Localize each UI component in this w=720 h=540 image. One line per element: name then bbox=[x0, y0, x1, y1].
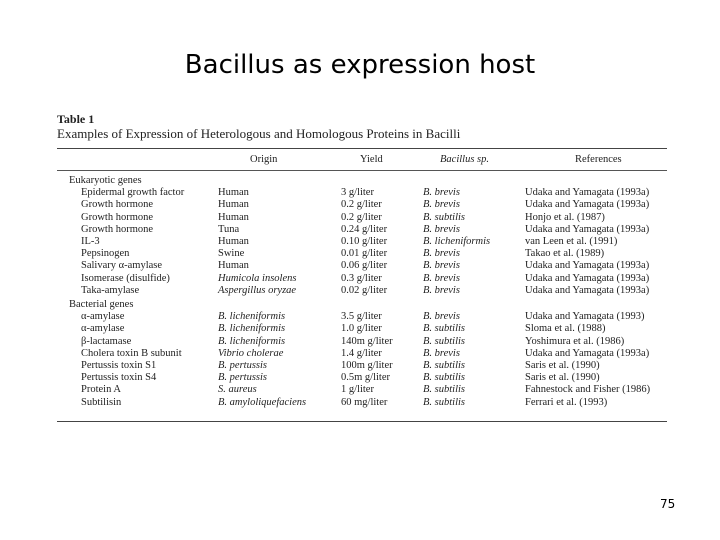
cell-origin: B. amyloliquefaciens bbox=[218, 396, 307, 408]
cell-reference: Udaka and Yamagata (1993a) bbox=[525, 347, 650, 359]
cell-gene: Epidermal growth factor bbox=[81, 187, 185, 199]
cell-species: B. subtilis bbox=[423, 335, 466, 347]
cell-origin: Vibrio cholerae bbox=[218, 347, 284, 359]
cell-reference: Saris et al. (1990) bbox=[525, 372, 600, 384]
cell-origin: B. licheniformis bbox=[218, 335, 286, 347]
cell-yield: 0.5m g/liter bbox=[341, 372, 390, 384]
cell-reference: Udaka and Yamagata (1993a) bbox=[525, 284, 650, 296]
cell-reference: Udaka and Yamagata (1993a) bbox=[525, 260, 650, 272]
cell-yield: 0.02 g/liter bbox=[341, 284, 388, 296]
cell-yield: 0.10 g/liter bbox=[341, 236, 388, 247]
cell-gene: Pertussis toxin S4 bbox=[81, 372, 157, 384]
cell-reference: Fahnestock and Fisher (1986) bbox=[525, 384, 651, 396]
cell-reference: Udaka and Yamagata (1993a) bbox=[525, 223, 650, 235]
cell-yield: 3 g/liter bbox=[341, 187, 374, 199]
cell-reference: Yoshimura et al. (1986) bbox=[525, 335, 625, 347]
cell-origin: Swine bbox=[218, 248, 245, 260]
cell-gene: α-amylase bbox=[81, 323, 125, 335]
cell-species: B. licheniformis bbox=[423, 236, 491, 247]
cell-yield: 0.24 g/liter bbox=[341, 223, 388, 235]
cell-yield: 1.4 g/liter bbox=[341, 347, 382, 359]
slide-title: Bacillus as expression host bbox=[184, 50, 536, 80]
cell-origin: S. aureus bbox=[218, 384, 257, 396]
column-header-references: References bbox=[575, 154, 622, 165]
cell-gene: Isomerase (disulfide) bbox=[81, 272, 170, 284]
cell-reference: Ferrari et al. (1993) bbox=[525, 396, 608, 408]
table-label: Table 1 bbox=[57, 112, 95, 126]
column-header-origin: Origin bbox=[250, 154, 278, 165]
cell-gene: Growth hormone bbox=[81, 211, 154, 223]
cell-origin: Tuna bbox=[218, 223, 240, 235]
cell-yield: 3.5 g/liter bbox=[341, 311, 382, 323]
expression-table bbox=[57, 148, 667, 422]
cell-species: B. brevis bbox=[423, 248, 460, 260]
cell-yield: 100m g/liter bbox=[341, 360, 393, 371]
cell-origin: Human bbox=[218, 211, 249, 223]
cell-origin: B. licheniformis bbox=[218, 311, 286, 323]
cell-species: B. subtilis bbox=[423, 323, 466, 335]
page-number: 75 bbox=[660, 497, 676, 511]
cell-gene: Protein A bbox=[81, 384, 121, 396]
cell-gene: Growth hormone bbox=[81, 199, 154, 211]
cell-species: B. brevis bbox=[423, 187, 460, 199]
cell-yield: 140m g/liter bbox=[341, 335, 393, 347]
cell-gene: α-amylase bbox=[81, 311, 125, 323]
column-header-species: Bacillus sp. bbox=[440, 154, 489, 165]
cell-origin: Humicola insolens bbox=[218, 272, 297, 284]
header-rule bbox=[57, 170, 667, 171]
cell-reference: Sloma et al. (1988) bbox=[525, 323, 606, 335]
cell-reference: Saris et al. (1990) bbox=[525, 360, 600, 371]
cell-origin: Human bbox=[218, 236, 249, 247]
cell-species: B. subtilis bbox=[423, 384, 466, 396]
cell-gene: Salivary α-amylase bbox=[81, 260, 163, 272]
cell-species: B. subtilis bbox=[423, 211, 466, 223]
group-heading: Bacterial genes bbox=[69, 299, 134, 310]
cell-species: B. brevis bbox=[423, 284, 460, 296]
cell-yield: 1.0 g/liter bbox=[341, 323, 382, 335]
cell-yield: 60 mg/liter bbox=[341, 396, 388, 408]
cell-species: B. brevis bbox=[423, 260, 460, 272]
cell-gene: Subtilisin bbox=[81, 396, 122, 408]
cell-yield: 0.06 g/liter bbox=[341, 260, 388, 272]
cell-species: B. brevis bbox=[423, 223, 460, 235]
cell-species: B. brevis bbox=[423, 199, 460, 211]
cell-origin: Human bbox=[218, 199, 249, 211]
cell-species: B. subtilis bbox=[423, 372, 466, 384]
cell-species: B. brevis bbox=[423, 311, 460, 323]
cell-reference: Udaka and Yamagata (1993) bbox=[525, 311, 645, 323]
cell-origin: Aspergillus oryzae bbox=[218, 284, 297, 296]
cell-gene: Taka-amylase bbox=[81, 284, 140, 296]
table-caption bbox=[57, 112, 460, 142]
cell-origin: Human bbox=[218, 260, 249, 272]
cell-reference: Honjo et al. (1987) bbox=[525, 211, 605, 223]
cell-reference: Udaka and Yamagata (1993a) bbox=[525, 272, 650, 284]
cell-species: B. brevis bbox=[423, 347, 460, 359]
cell-species: B. subtilis bbox=[423, 360, 466, 371]
cell-yield: 0.2 g/liter bbox=[341, 211, 382, 223]
cell-reference: Udaka and Yamagata (1993a) bbox=[525, 199, 650, 211]
cell-gene: Pepsinogen bbox=[81, 248, 130, 260]
cell-reference: Udaka and Yamagata (1993a) bbox=[525, 187, 650, 199]
cell-origin: B. licheniformis bbox=[218, 323, 286, 335]
cell-reference: van Leen et al. (1991) bbox=[525, 236, 618, 247]
cell-species: B. subtilis bbox=[423, 396, 466, 408]
cell-gene: Cholera toxin B subunit bbox=[81, 347, 182, 359]
cell-gene: Growth hormone bbox=[81, 223, 154, 235]
cell-yield: 0.01 g/liter bbox=[341, 248, 388, 260]
cell-yield: 0.3 g/liter bbox=[341, 272, 382, 284]
table-caption-text: Examples of Expression of Heterologous and Homologous Proteins in Bacilli bbox=[57, 126, 461, 141]
cell-reference: Takao et al. (1989) bbox=[525, 248, 605, 260]
cell-origin: B. pertussis bbox=[218, 360, 268, 371]
column-header-yield: Yield bbox=[360, 154, 383, 165]
cell-yield: 1 g/liter bbox=[341, 384, 374, 396]
cell-gene: β-lactamase bbox=[81, 335, 132, 347]
cell-origin: B. pertussis bbox=[218, 372, 268, 384]
cell-yield: 0.2 g/liter bbox=[341, 199, 382, 211]
group-heading: Eukaryotic genes bbox=[69, 175, 142, 186]
cell-gene: Pertussis toxin S1 bbox=[81, 360, 157, 371]
cell-origin: Human bbox=[218, 187, 249, 199]
cell-species: B. brevis bbox=[423, 272, 460, 284]
cell-gene: IL-3 bbox=[81, 236, 100, 247]
